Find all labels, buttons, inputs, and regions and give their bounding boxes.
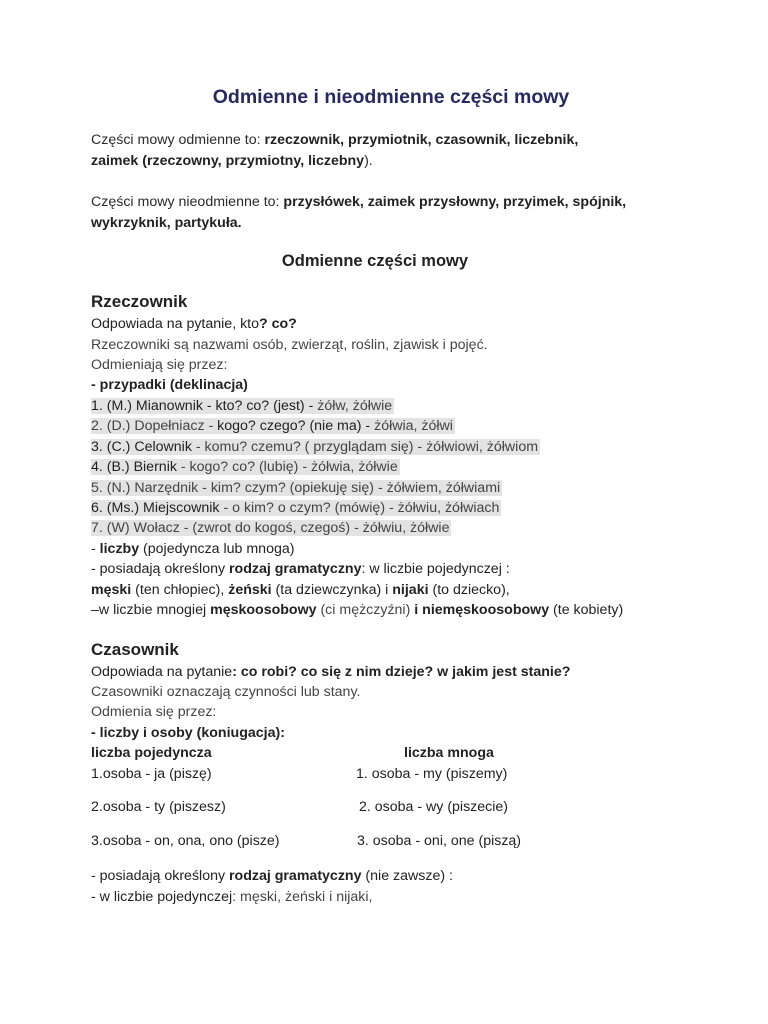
col-header-sg: liczba pojedyncza xyxy=(91,745,212,761)
case-row-2 xyxy=(91,416,455,436)
case-question: kogo? czego? (nie ma) - xyxy=(217,418,375,434)
case-text: 7. (W) Wołacz - (zwrot do kogoś, czegoś) - żółwiu, żółwie xyxy=(91,520,450,536)
case-example: żółw, żółwie xyxy=(317,398,393,414)
rzeczownik-question xyxy=(91,314,297,334)
czasownik-description: Czasowniki oznaczają czynności lub stany. xyxy=(91,684,361,700)
case-example: - komu? czemu? ( przyglądam się) - żółwiowi, żółwiom xyxy=(191,439,539,455)
czasownik-heading: Czasownik xyxy=(91,640,179,659)
case-label: 6. (Ms.) Miejscownik xyxy=(91,500,220,516)
gender-bold: żeński xyxy=(228,582,272,598)
case-label: 3. (C.) Celownik xyxy=(91,439,192,455)
intro-bold: przysłówek, zaimek przysłowny, przyimek, spójnik, xyxy=(283,194,627,210)
liczby-text: (pojedyncza lub mnoga) xyxy=(139,541,295,557)
intro-paragraph-odmienne xyxy=(91,130,578,172)
rodzaj-text: - posiadają określony xyxy=(91,561,230,577)
question-text: Odpowiada na pytanie xyxy=(91,664,233,680)
case-row-4 xyxy=(91,457,400,477)
plural-bold: męskoosobowy xyxy=(210,602,317,618)
czasownik-rodzaj-line xyxy=(91,866,453,886)
czasownik-osoby: - liczby i osoby (koniugacja): xyxy=(91,725,285,741)
rodzaj-bold: rodzaj gramatyczny xyxy=(229,868,362,884)
case-text: 5. (N.) Narzędnik - kim? czym? (opiekuję się) - żółwiem, żółwiami xyxy=(91,480,501,496)
rodzaj-bold: rodzaj gramatyczny xyxy=(229,561,362,577)
plural-bold: i niemęskoosobowy xyxy=(414,602,550,618)
intro-bold: wykrzyknik, partykuła. xyxy=(91,215,242,231)
czasownik-question xyxy=(91,662,570,682)
question-text: Odpowiada na pytanie, kto xyxy=(91,316,259,332)
rodzaj-text: (nie zawsze) : xyxy=(361,868,453,884)
rodzaj-text: : w liczbie pojedynczej : xyxy=(361,561,510,577)
plural-text: –w liczbie mnogiej xyxy=(91,602,211,618)
case-example: żółwia, żółwi xyxy=(374,418,453,434)
question-bold: : co robi? co się z nim dzieje? w jakim jest stanie? xyxy=(232,664,571,680)
case-text xyxy=(91,500,501,516)
case-text xyxy=(91,398,394,414)
rodzaj-text: - posiadają określony xyxy=(91,868,230,884)
plural-text: (ci mężczyźni) xyxy=(316,602,415,618)
page-title: Odmienne i nieodmienne części mowy xyxy=(212,86,570,108)
case-example: - kogo? co? (lubię) - żółwia, żółwie xyxy=(176,459,398,475)
gender-text: (to dziecko), xyxy=(428,582,510,598)
rzeczownik-heading: Rzeczownik xyxy=(91,292,188,311)
question-bold: ? co? xyxy=(259,316,297,332)
rodzaj-line xyxy=(91,559,510,579)
gender-text: (ten chłopiec), xyxy=(131,582,229,598)
dash: - xyxy=(91,541,100,557)
conj-pl-3: 3. osoba - oni, one (piszą) xyxy=(357,833,522,849)
case-text xyxy=(91,439,540,455)
section-heading: Odmienne części mowy xyxy=(281,252,469,270)
case-row-6 xyxy=(91,498,501,518)
rzeczownik-description: Rzeczowniki są nazwami osób, zwierząt, roślin, zjawisk i pojęć. xyxy=(91,337,488,353)
case-row-5 xyxy=(91,478,502,498)
intro-text: ). xyxy=(364,153,373,169)
intro-bold: zaimek (rzeczowny, przymiotny, liczebny xyxy=(91,153,365,169)
gender-bold: nijaki xyxy=(392,582,429,598)
rzeczownik-przypadki: - przypadki (deklinacja) xyxy=(91,377,248,393)
col-header-pl: liczba mnoga xyxy=(404,745,494,761)
liczby-bold: liczby xyxy=(99,541,140,557)
case-example: - o kim? o czym? (mówię) - żółwiu, żółwiach xyxy=(219,500,500,516)
case-row-3 xyxy=(91,437,540,457)
case-label: 1. (M.) Mianownik - kto? co? (jest) - xyxy=(91,398,318,414)
sg-text: - w liczbie pojedynczej xyxy=(91,889,233,905)
intro-text: Części mowy nieodmienne to: xyxy=(91,194,284,210)
intro-paragraph-nieodmienne xyxy=(91,192,626,234)
plural-genders-line xyxy=(91,600,623,620)
czasownik-odmiana: Odmienia się przez: xyxy=(91,704,217,720)
case-text xyxy=(91,459,400,475)
case-label: 4. (B.) Biernik xyxy=(91,459,177,475)
conj-sg-3: 3.osoba - on, ona, ono (pisze) xyxy=(91,833,280,849)
intro-text: Części mowy odmienne to: xyxy=(91,132,265,148)
conj-pl-1: 1. osoba - my (piszemy) xyxy=(356,766,508,782)
conj-sg-1: 1.osoba - ja (piszę) xyxy=(91,766,212,782)
case-label: 2. (D.) Dopełniacz - xyxy=(91,418,218,434)
case-row-1 xyxy=(91,396,394,416)
case-text xyxy=(91,418,455,434)
plural-text: (te kobiety) xyxy=(549,602,624,618)
conj-pl-2: 2. osoba - wy (piszecie) xyxy=(359,799,509,815)
conj-sg-2: 2.osoba - ty (piszesz) xyxy=(91,799,226,815)
gender-text: (ta dziewczynka) i xyxy=(271,582,393,598)
gender-bold: męski xyxy=(91,582,132,598)
sg-genders: : męski, żeński i nijaki, xyxy=(232,889,373,905)
case-row-7 xyxy=(91,518,451,538)
genders-line xyxy=(91,580,510,600)
rzeczownik-odmiana: Odmieniają się przez: xyxy=(91,357,228,373)
czasownik-sg-line xyxy=(91,887,373,907)
liczby-line xyxy=(91,539,294,559)
intro-bold: rzeczownik, przymiotnik, czasownik, liczebnik, xyxy=(264,132,579,148)
